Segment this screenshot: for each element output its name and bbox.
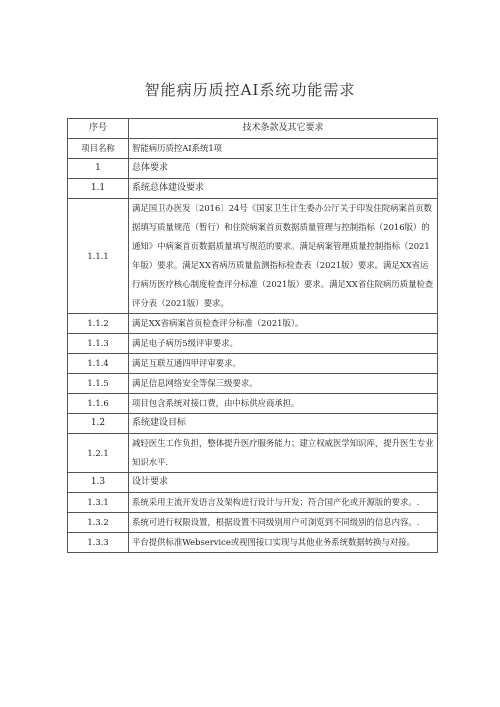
row-text: 满足国卫办医发〔2016〕24号《国家卫生计生委办公厅关于印发住院病案首页数据填写质量规范（暂行）和住院病案首页数据质量管理与控制指标（2016版）的通知》中病案首页数据质量填写规范的要求。满足病案管理质量控制指标（2021年版）要求。满足XX省病历质量监测指标检查表（2021版）要求。满足XX省运行病历医疗核心制度检查评分标准（2021版）要求。满足XX省住院病历质量检查评分表（2021版）要求。 [129, 199, 438, 314]
row-text: 减轻医生工作负担，整体提升医疗服务能力；建立权威医学知识库，提升医生专业知识水平. [129, 434, 438, 473]
table-row [68, 354, 438, 374]
project-name-label: 项目名称 [68, 139, 129, 159]
row-number: 1.3.1 [68, 493, 129, 513]
row-text: 满足XX省病案首页检查评分标准（2021版）。 [129, 314, 438, 334]
row-number: 1.1.4 [68, 354, 129, 374]
row-number: 1.2.1 [68, 434, 129, 473]
row-text: 设计要求 [129, 473, 438, 493]
row-text: 系统总体建设要求 [129, 179, 438, 199]
table-row [68, 179, 438, 199]
table-row [68, 533, 438, 553]
table-row [68, 414, 438, 434]
row-text: 满足电子病历5级评审要求。 [129, 334, 438, 354]
row-text: 满足互联互通四甲评审要求。 [129, 354, 438, 374]
row-number: 1.1.6 [68, 394, 129, 414]
row-text: 总体要求 [129, 159, 438, 179]
row-text: 系统采用主流开发语言及架构进行设计与开发；符合国产化或开源版的要求。. [129, 493, 438, 513]
row-text: 满足信息网络安全等保三级要求。 [129, 374, 438, 394]
table-row [68, 473, 438, 493]
row-text: 平台提供标准Webservice或视图接口实现与其他业务系统数据转换与对接。 [129, 533, 438, 553]
row-number: 1.1.1 [68, 199, 129, 314]
table-row [68, 334, 438, 354]
table-row [68, 199, 438, 314]
header-requirements: 技术条款及其它要求 [129, 119, 438, 139]
row-number: 1.1.2 [68, 314, 129, 334]
row-number: 1.1.3 [68, 334, 129, 354]
row-number: 1 [68, 159, 129, 179]
table-row [68, 513, 438, 533]
row-number: 1.2 [68, 414, 129, 434]
table-row [68, 374, 438, 394]
row-number: 1.3 [68, 473, 129, 493]
project-name-row [68, 139, 438, 159]
document-title: 智能病历质控AI系统功能需求 [144, 81, 356, 99]
row-text: 系统建设目标 [129, 414, 438, 434]
header-number: 序号 [68, 119, 129, 139]
table-row [68, 314, 438, 334]
table-row [68, 159, 438, 179]
project-name-value: 智能病历质控AI系统1项 [129, 139, 438, 159]
row-number: 1.3.3 [68, 533, 129, 553]
row-text: 系统可进行权限设置，根据设置不同级别用户可浏览到不同级别的信息内容。. [129, 513, 438, 533]
table-row [68, 434, 438, 473]
row-number: 1.1.5 [68, 374, 129, 394]
row-number: 1.3.2 [68, 513, 129, 533]
row-number: 1.1 [68, 179, 129, 199]
row-text: 项目包含系统对接口费，由中标供应商承担。 [129, 394, 438, 414]
table-header-row [68, 119, 438, 139]
requirements-table [67, 118, 438, 553]
table-row [68, 493, 438, 513]
table-row [68, 394, 438, 414]
